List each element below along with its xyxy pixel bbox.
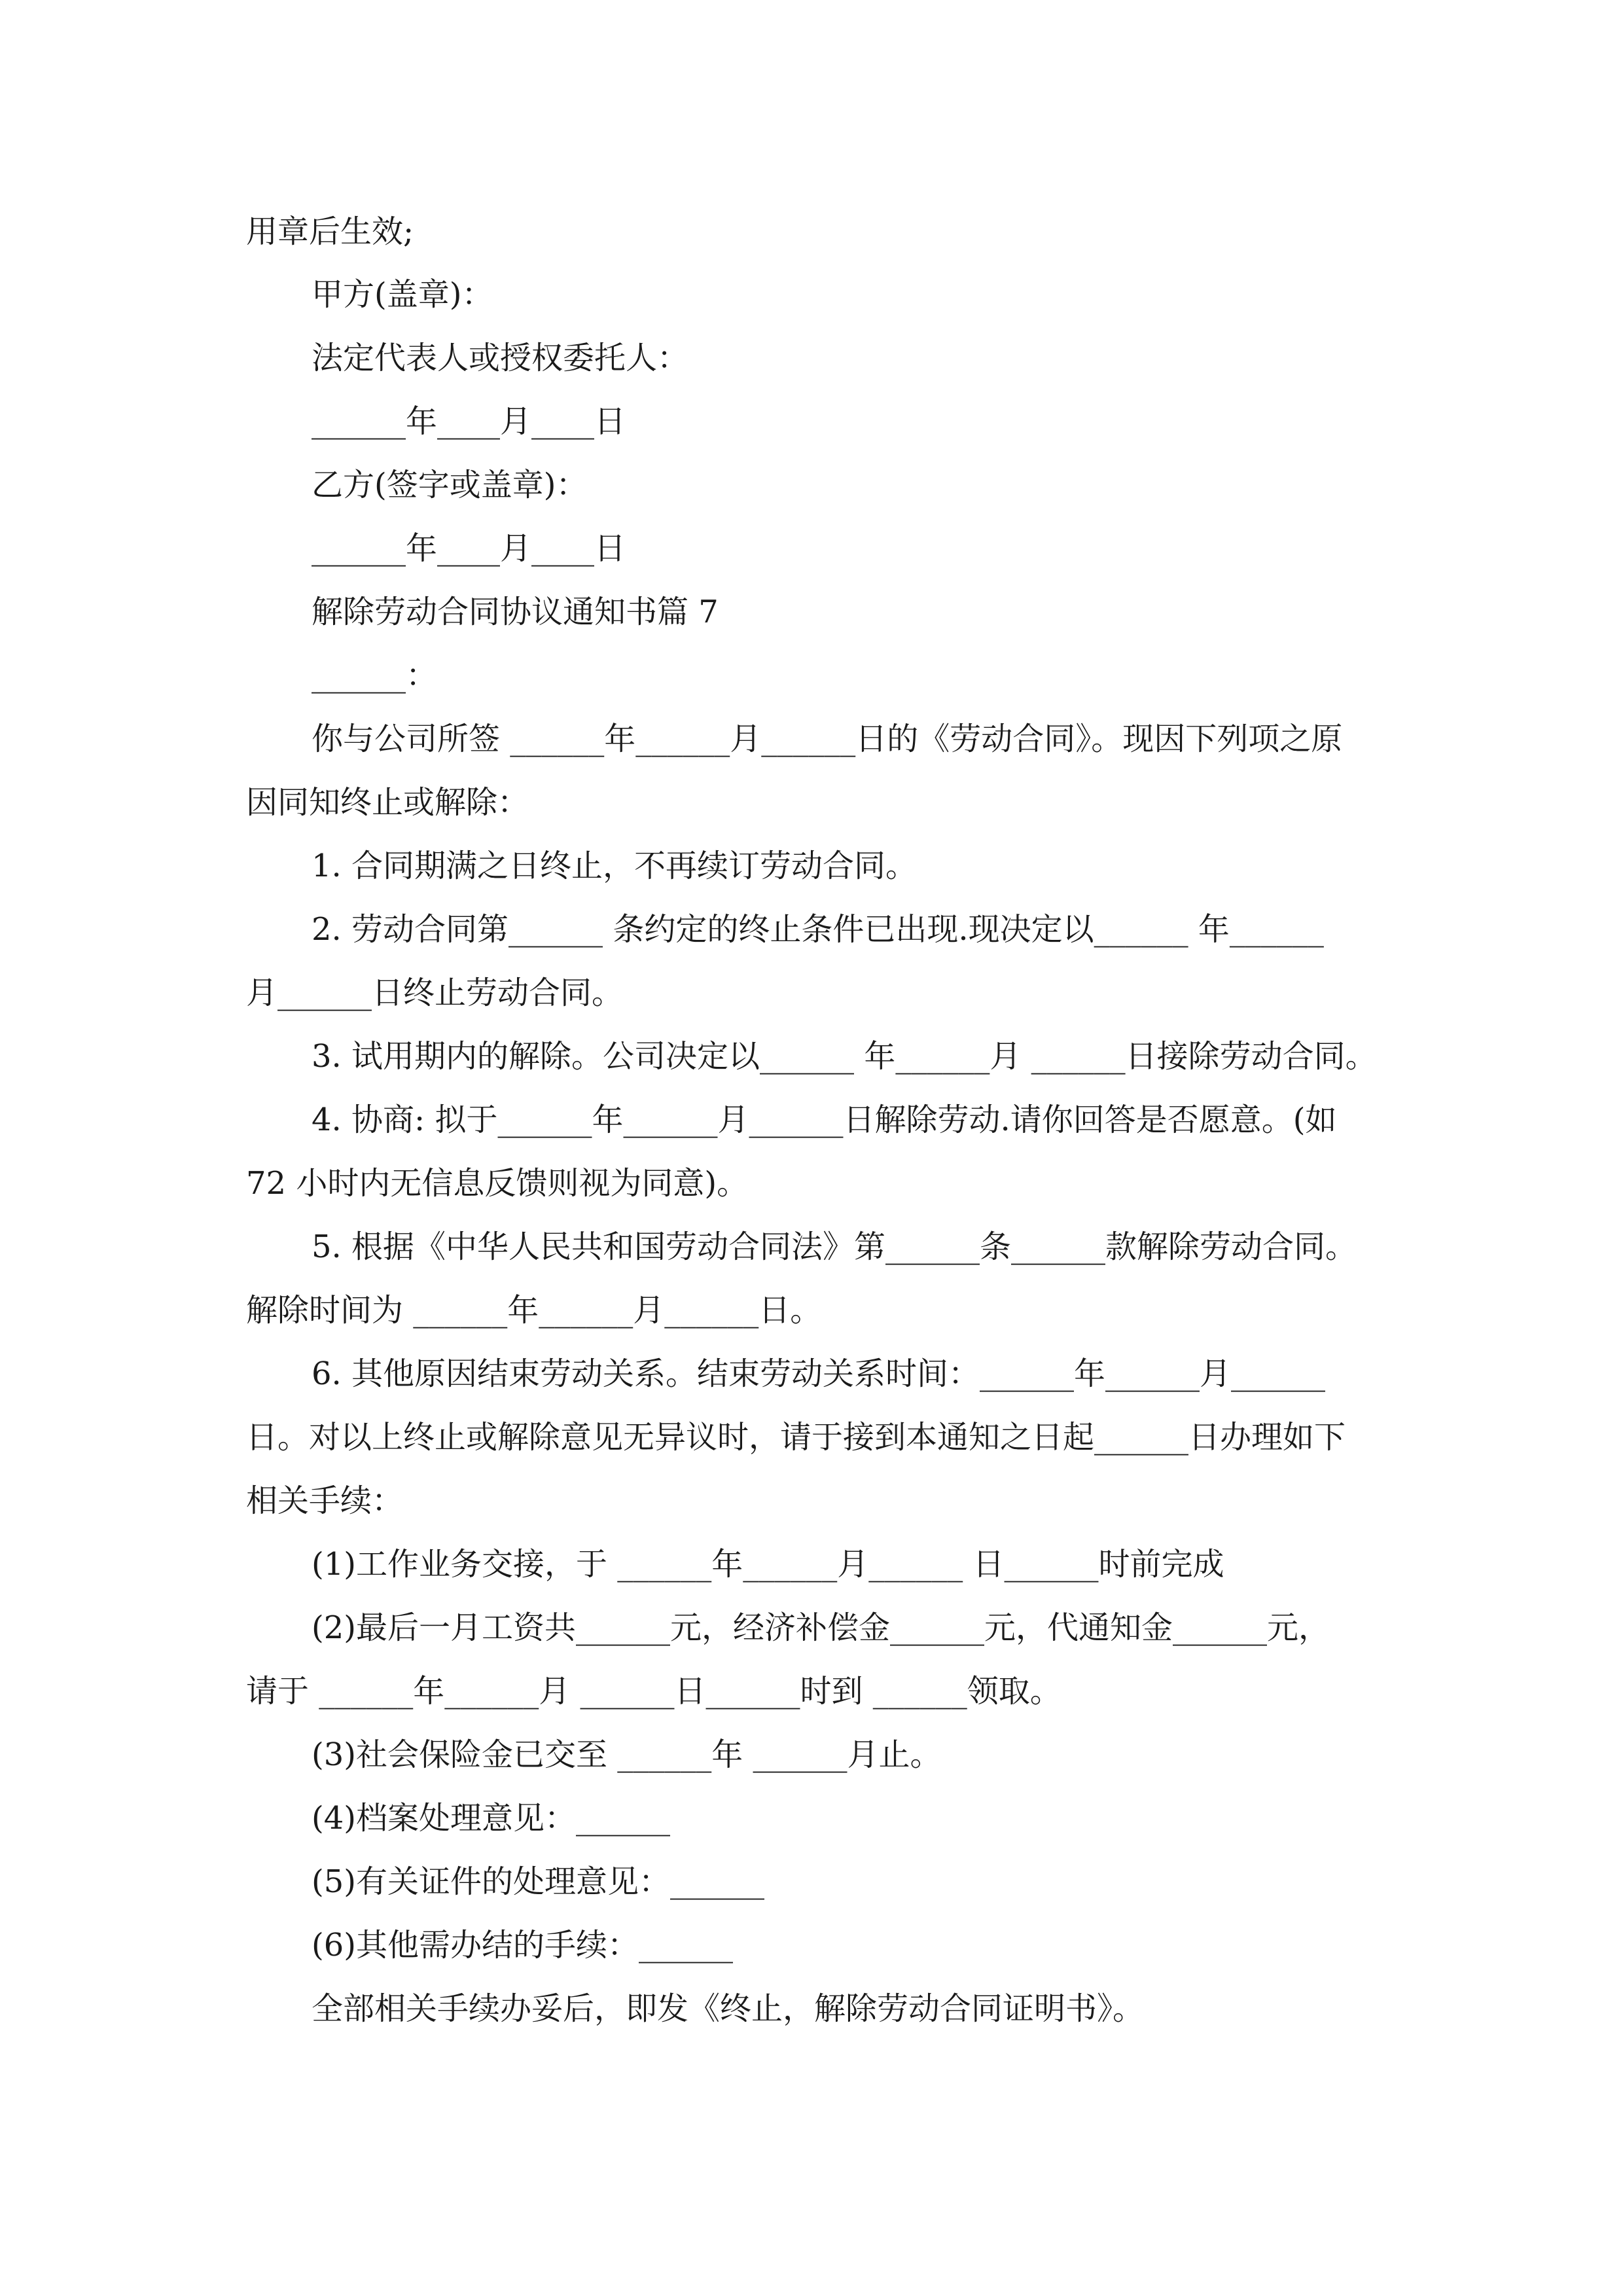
- list-item: 4. 协商: 拟于______年______月______日解除劳动.请你回答是否愿意。(如: [312, 1102, 1337, 1138]
- party-b-signature: 乙方(签字或盖章)：: [312, 467, 588, 503]
- list-item: 6. 其他原因结束劳动关系。结束劳动关系时间：______年______月______: [312, 1355, 1326, 1392]
- list-item: 3. 试用期内的解除。公司决定以______ 年______月 ______日接除劳动合同。: [312, 1038, 1377, 1075]
- list-item: (2)最后一月工资共______元，经济补偿金______元，代通知金______元，: [312, 1609, 1330, 1646]
- text-line: 用章后生效;: [246, 213, 414, 250]
- closing-line: 全部相关手续办妥后，即发《终止，解除劳动合同证明书》。: [312, 1990, 1145, 2027]
- list-item: (4)档案处理意见：______: [312, 1800, 670, 1837]
- text-line: 请于 ______年______月 ______日______时到 ______领取。: [246, 1673, 1061, 1710]
- date-line: ______年____月____日: [312, 530, 626, 567]
- list-item: 2. 劳动合同第______ 条约定的终止条件已出现.现决定以______ 年______: [312, 911, 1324, 948]
- list-item: 5. 根据《中华人民共和国劳动合同法》第______条______款解除劳动合同。: [312, 1229, 1357, 1265]
- addressee: ______：: [312, 657, 438, 694]
- text-line: 因同知终止或解除：: [246, 784, 529, 821]
- text-line: 月______日终止劳动合同。: [246, 975, 624, 1011]
- date-line: ______年____月____日: [312, 403, 626, 440]
- list-item: 1. 合同期满之日终止，不再续订劳动合同。: [312, 848, 918, 884]
- list-item: (6)其他需办结的手续：______: [312, 1927, 733, 1964]
- section-title: 解除劳动合同协议通知书篇 7: [312, 594, 719, 630]
- legal-representative: 法定代表人或授权委托人：: [312, 340, 689, 376]
- text-line: 日。对以上终止或解除意见无异议时，请于接到本通知之日起______日办理如下: [246, 1419, 1346, 1456]
- text-line: 相关手续：: [246, 1482, 404, 1519]
- text-line: 解除时间为 ______年______月______日。: [246, 1292, 822, 1329]
- party-a-seal: 甲方(盖章)：: [312, 276, 493, 313]
- text-line: 72 小时内无信息反馈则视为同意)。: [246, 1165, 749, 1202]
- text-line: 你与公司所签 ______年______月______日的《劳动合同》。现因下列项之原: [312, 721, 1343, 757]
- list-item: (5)有关证件的处理意见：______: [312, 1863, 764, 1900]
- list-item: (1)工作业务交接，于 ______年______月______ 日______时前完成: [312, 1546, 1224, 1583]
- list-item: (3)社会保险金已交至 ______年 ______月止。: [312, 1736, 942, 1773]
